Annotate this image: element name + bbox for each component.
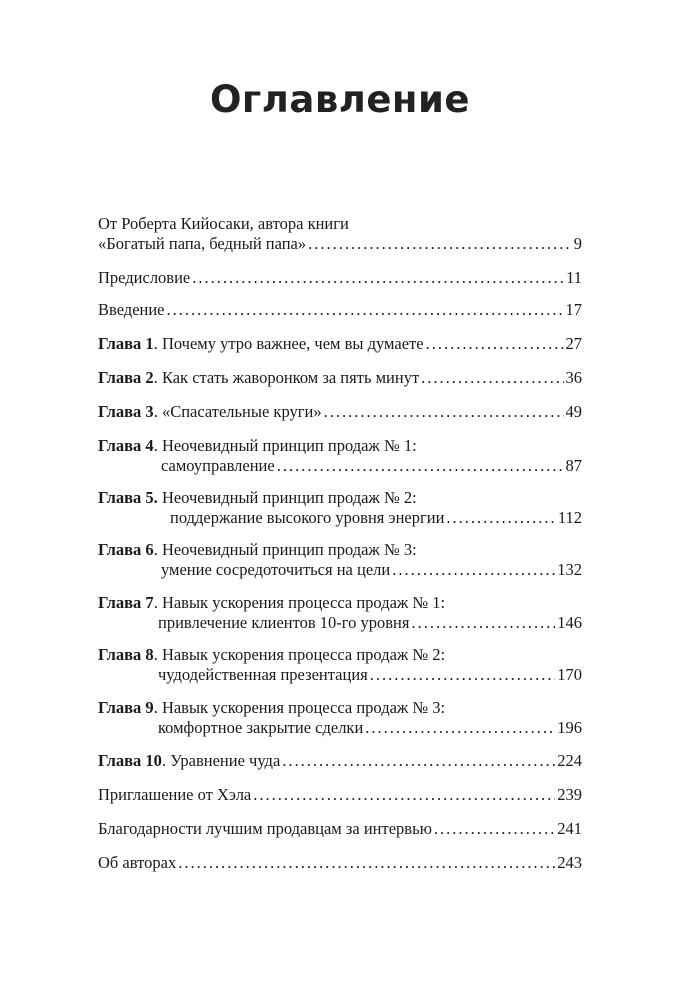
dot-leader	[324, 402, 564, 422]
toc-entry-chapter-6	[98, 540, 582, 580]
toc-entry-line1: От Роберта Кийосаки, автора книги	[98, 214, 349, 233]
chapter-title: . Навык ускорения процесса продаж № 3:	[153, 698, 446, 717]
chapter-number: Глава 8	[98, 645, 154, 664]
toc-entry-line2: «Богатый папа, бедный папа»	[98, 234, 307, 253]
toc-page-number: 239	[557, 785, 582, 804]
toc-entry-chapter-10	[98, 751, 582, 771]
dot-leader	[365, 718, 555, 738]
toc-entry-chapter-9	[98, 698, 582, 738]
toc-page-number: 170	[557, 665, 582, 684]
chapter-subtitle: привлечение клиентов 10-го уровня	[158, 613, 410, 632]
toc-entry-introduction	[98, 300, 582, 320]
toc-entry-line1: Введение	[98, 300, 165, 319]
toc-entry-invitation	[98, 785, 582, 805]
chapter-title: . «Спасательные круги»	[153, 402, 322, 421]
toc-entry-line1: Предисловие	[98, 268, 191, 287]
chapter-title: . Навык ускорения процесса продаж № 2:	[153, 645, 446, 664]
toc-page-number: 11	[566, 268, 582, 287]
chapter-subtitle: умение сосредоточиться на цели	[161, 560, 391, 579]
toc-entry-line1: Благодарности лучшим продавцам за интервью	[98, 819, 432, 838]
toc-page-number: 241	[557, 819, 582, 838]
chapter-title: . Неочевидный принцип продаж № 1:	[153, 436, 417, 455]
chapter-subtitle: комфортное закрытие сделки	[158, 718, 364, 737]
dot-leader	[421, 368, 563, 388]
toc-entry-chapter-4	[98, 436, 582, 476]
toc-entry-chapter-2	[98, 368, 582, 388]
toc-entry-preface	[98, 268, 582, 288]
toc-page-number: 224	[557, 751, 582, 770]
chapter-number: Глава 1	[98, 334, 154, 353]
dot-leader	[411, 613, 555, 633]
dot-leader	[308, 234, 572, 254]
dot-leader	[167, 300, 564, 320]
chapter-number: Глава 2	[98, 368, 154, 387]
dot-leader	[178, 853, 555, 873]
toc-page-number: 49	[565, 402, 582, 421]
toc-page-number: 112	[557, 508, 582, 527]
dot-leader	[282, 751, 555, 771]
dot-leader	[392, 560, 555, 580]
toc-page-number: 36	[565, 368, 582, 387]
chapter-number: Глава 3	[98, 402, 154, 421]
chapter-number: Глава 4	[98, 436, 154, 455]
chapter-title: . Как стать жаворонком за пять минут	[153, 368, 420, 387]
chapter-number: Глава 5.	[98, 488, 158, 507]
toc-entry-about-authors	[98, 853, 582, 873]
toc-entry-line1: Приглашение от Хэла	[98, 785, 252, 804]
chapter-number: Глава 10	[98, 751, 162, 770]
chapter-title: Неочевидный принцип продаж № 2:	[157, 488, 417, 507]
chapter-subtitle: поддержание высокого уровня энергии	[170, 508, 445, 527]
dot-leader	[192, 268, 564, 288]
toc-entry-chapter-7	[98, 593, 582, 633]
toc-page-number: 27	[565, 334, 582, 353]
chapter-title: . Почему утро важнее, чем вы думаете	[153, 334, 424, 353]
toc-page-number: 9	[573, 234, 582, 253]
dot-leader	[253, 785, 555, 805]
chapter-number: Глава 6	[98, 540, 154, 559]
dot-leader	[370, 665, 556, 685]
dot-leader	[446, 508, 555, 528]
chapter-number: Глава 7	[98, 593, 154, 612]
toc-page-number: 87	[565, 456, 582, 475]
dot-leader	[277, 456, 564, 476]
dot-leader	[434, 819, 555, 839]
toc-page-number: 243	[557, 853, 582, 872]
toc-entry-acknowledgements	[98, 819, 582, 839]
chapter-title: . Неочевидный принцип продаж № 3:	[153, 540, 417, 559]
toc-entry-line1: Об авторах	[98, 853, 177, 872]
chapter-title: . Навык ускорения процесса продаж № 1:	[153, 593, 446, 612]
toc-page-number: 196	[557, 718, 582, 737]
page-title: Оглавление	[209, 78, 471, 121]
dot-leader	[426, 334, 564, 354]
toc-entry-foreword-kiyosaki	[98, 214, 582, 254]
chapter-number: Глава 9	[98, 698, 154, 717]
toc-page-number: 146	[557, 613, 582, 632]
toc-page-number: 17	[565, 300, 582, 319]
toc-entry-chapter-3	[98, 402, 582, 422]
toc-entry-chapter-5	[98, 488, 582, 528]
chapter-title: . Уравнение чуда	[161, 751, 281, 770]
toc-entry-chapter-8	[98, 645, 582, 685]
chapter-subtitle: самоуправление	[161, 456, 275, 475]
toc-entry-chapter-1	[98, 334, 582, 354]
chapter-subtitle: чудодейственная презентация	[158, 665, 368, 684]
toc-page-number: 132	[557, 560, 582, 579]
